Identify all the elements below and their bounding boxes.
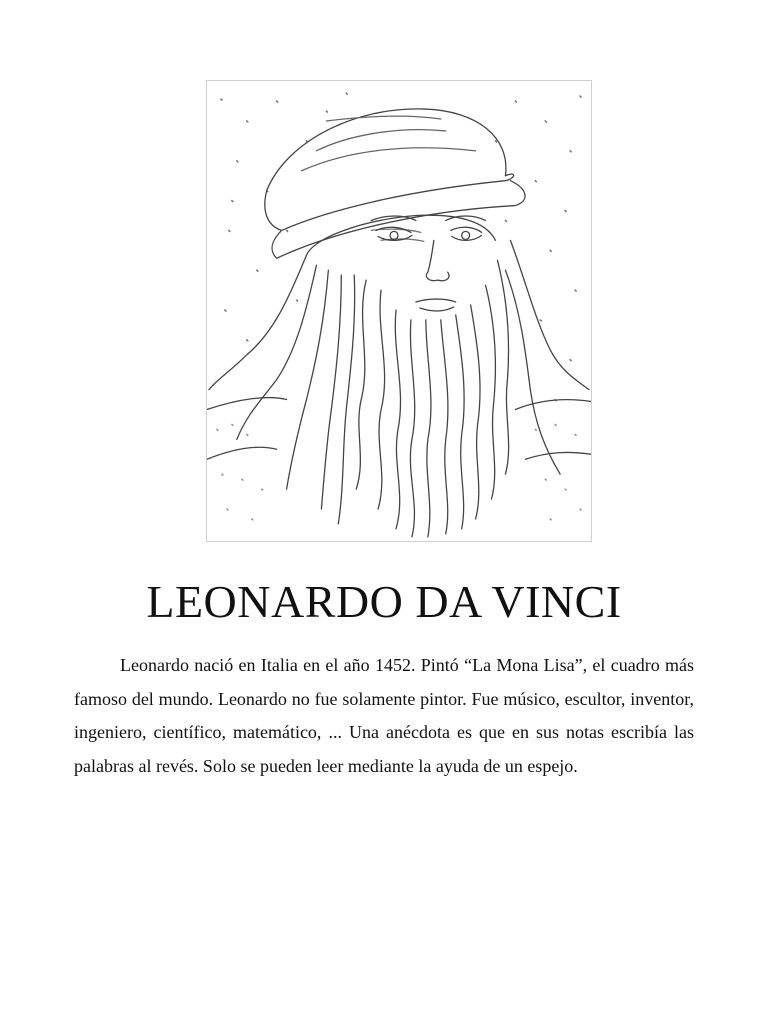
page-title: LEONARDO DA VINCI — [146, 576, 622, 627]
beard-strands — [356, 260, 508, 537]
left-shoulder — [207, 398, 287, 460]
hat-folds — [302, 116, 476, 171]
background-speckles — [221, 93, 581, 400]
portrait-illustration — [206, 80, 592, 542]
nose — [426, 240, 449, 280]
right-eye — [451, 227, 482, 240]
mouth — [416, 299, 456, 311]
leonardo-portrait-drawing — [207, 81, 591, 541]
right-pupil — [462, 231, 470, 239]
forehead-line — [306, 215, 495, 255]
left-pupil — [390, 231, 398, 239]
biography-paragraph: Leonardo nació en Italia en el año 1452. Pintó “La Mona Lisa”, el cuadro más famoso del mundo. Leonardo no fue solamente pintor. Fue músico, escultor, inventor, ingeniero, científico, matemático, ... Una anécdota es que en sus notas escribía las palabras al revés. Solo se pueden leer mediante la ayuda de un espejo. — [74, 655, 694, 776]
right-shoulder — [515, 400, 591, 460]
